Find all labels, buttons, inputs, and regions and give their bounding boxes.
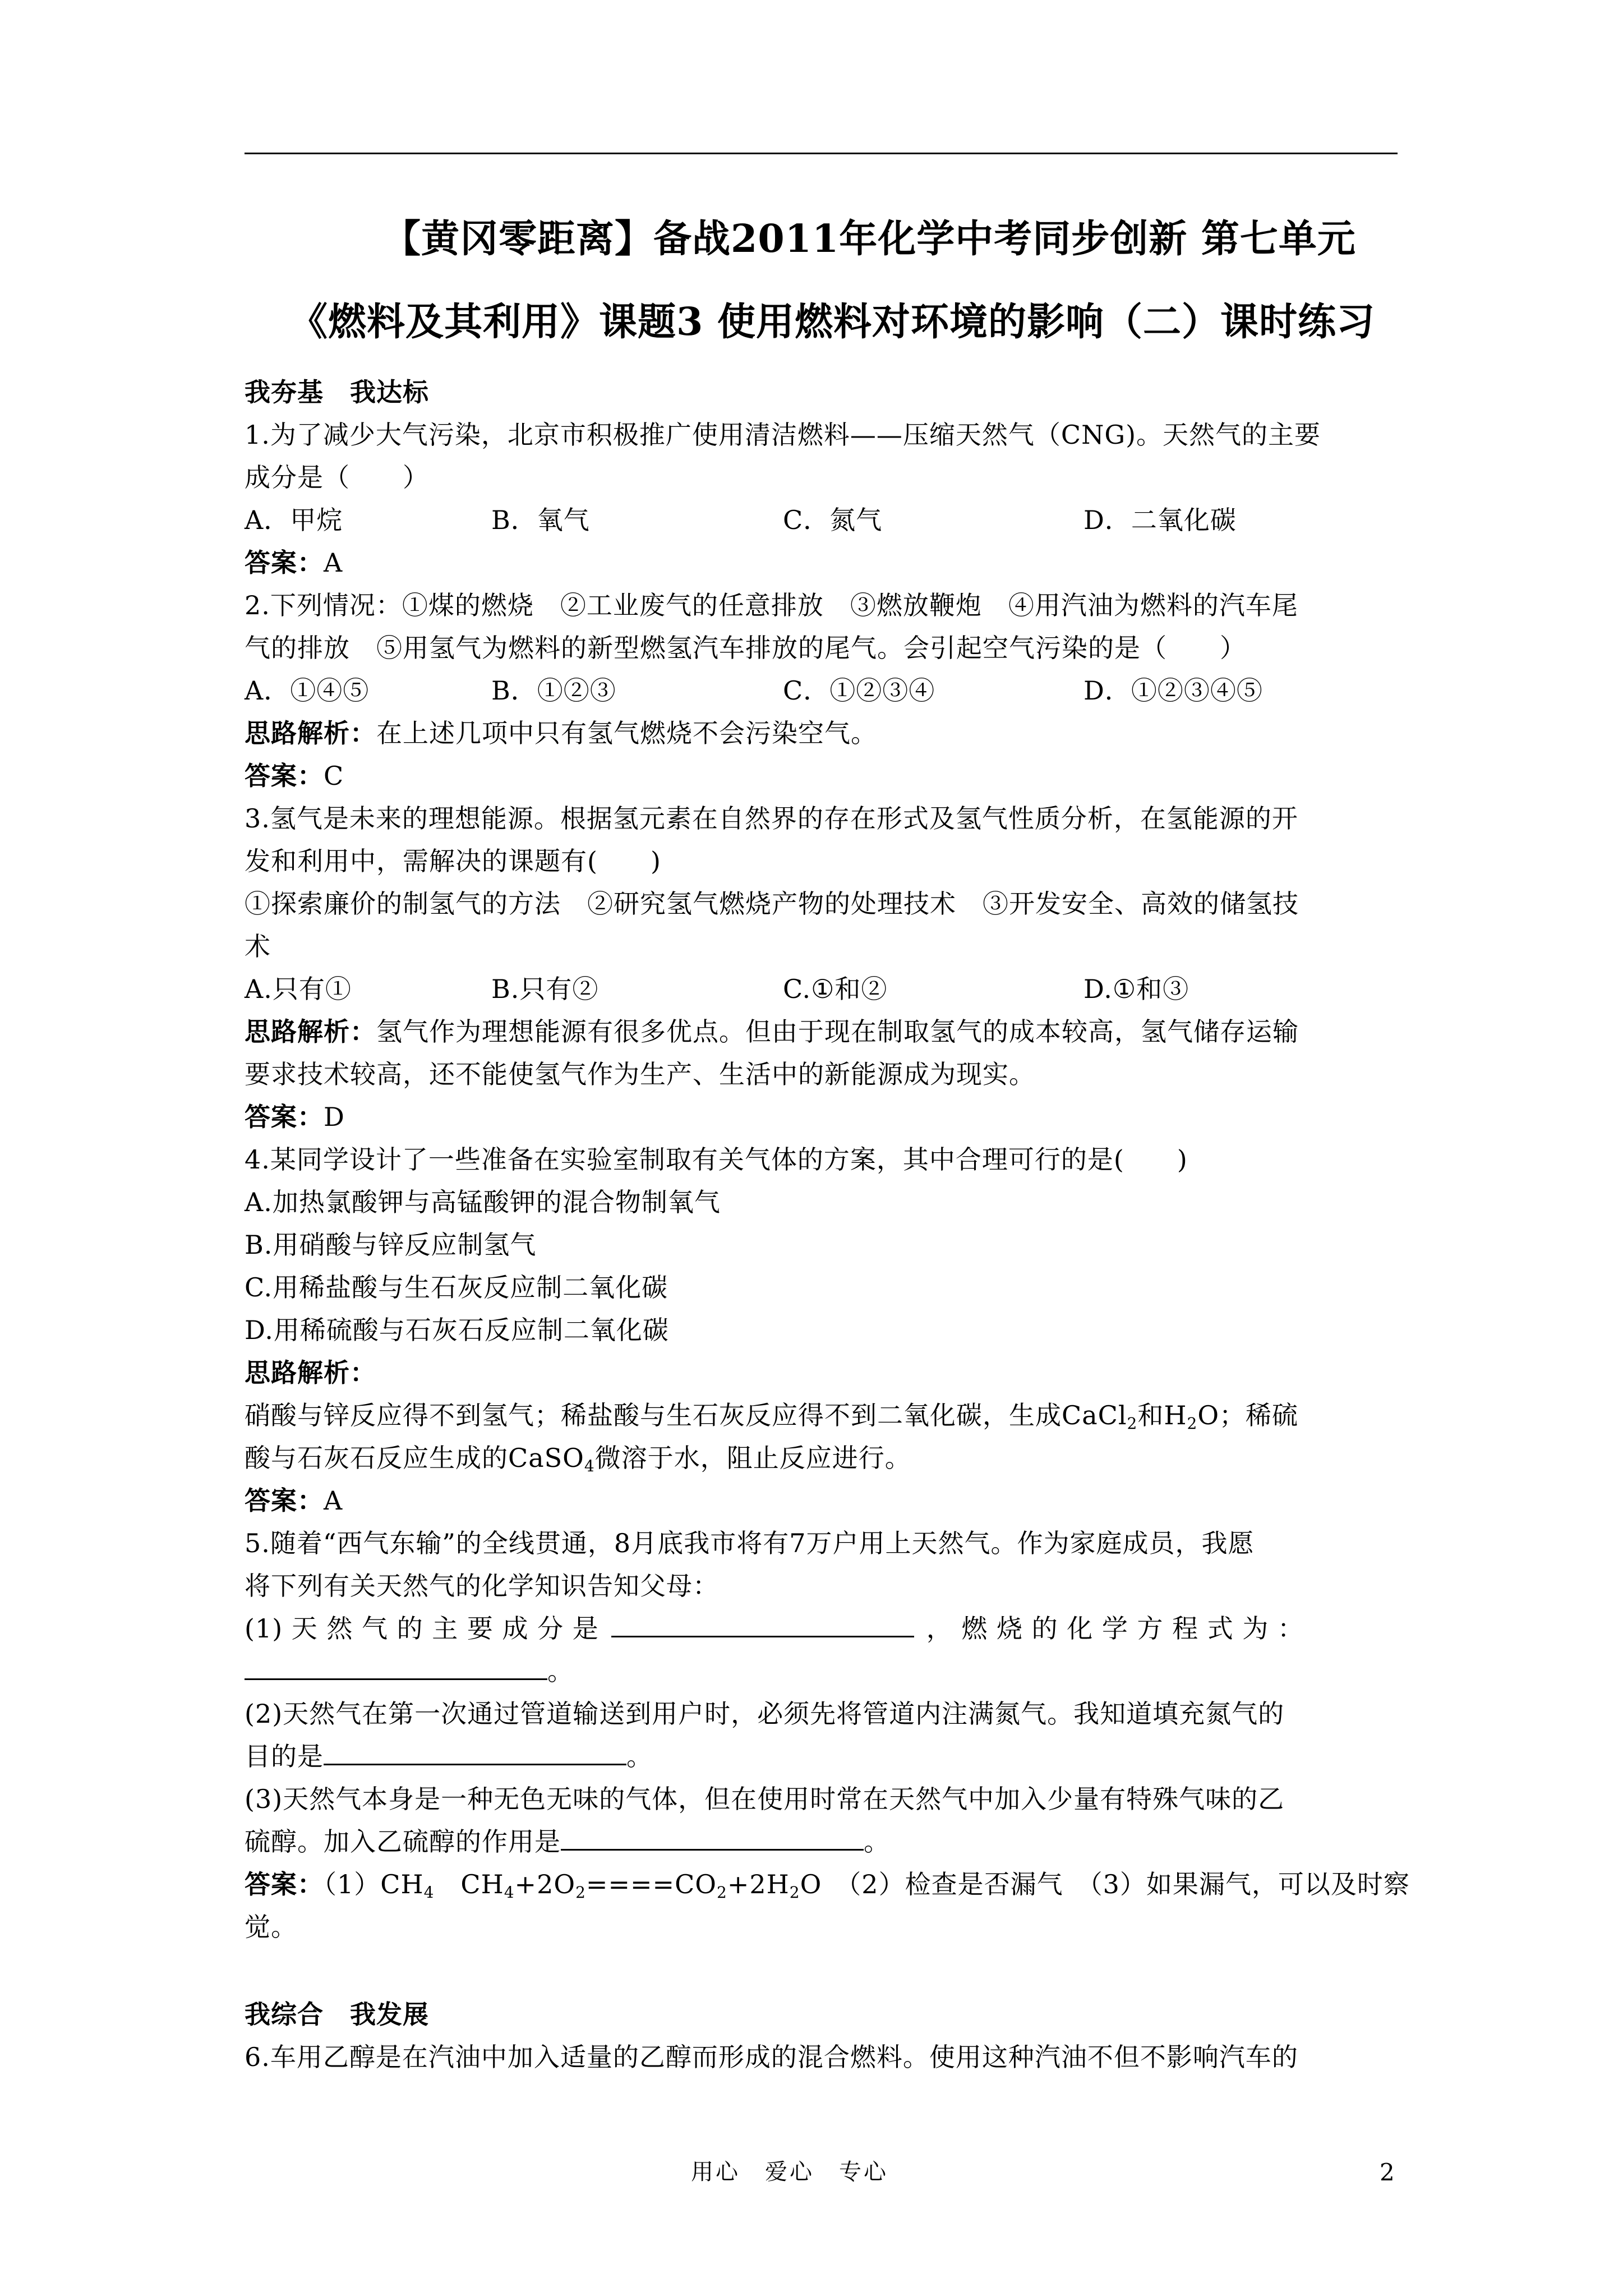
q4-analysis-line1	[245, 1400, 1299, 1433]
q3-answer	[245, 1104, 345, 1130]
answer-label: 答案：	[245, 1102, 324, 1132]
analysis-text: 酸与石灰石反应生成的	[245, 1443, 508, 1473]
q3-option-a: A.只有①	[245, 974, 352, 1004]
q1-stem-line1: 1.为了减少大气污染，北京市积极推广使用清洁燃料——压缩天然气（CNG)。天然气的主要	[245, 420, 1321, 450]
formula-subscript: 2	[789, 1883, 800, 1902]
header-rule	[245, 153, 1398, 154]
q5-answer-line2: 觉。	[245, 1912, 297, 1942]
q1-option-a: A．甲烷	[245, 505, 343, 535]
analysis-label: 思路解析：	[245, 1016, 376, 1047]
answer-value: A	[324, 547, 343, 578]
question-text: ， 燃 烧 的 化 学 方 程 式 为 ：	[926, 1613, 1304, 1644]
analysis-text: 硝酸与锌反应得不到氢气；稀盐酸与生石灰反应得不到二氧化碳，生成	[245, 1400, 1062, 1430]
q1-option-b: B．氧气	[491, 505, 590, 535]
answer-text: CH	[434, 1869, 504, 1899]
footer-motto: 用心 爱心 专心	[691, 2159, 888, 2185]
formula-text: CaSO	[508, 1443, 584, 1473]
analysis-text: 在上述几项中只有氢气燃烧不会污染空气。	[376, 718, 877, 748]
section-heading-advanced: 我综合 我发展	[245, 1999, 429, 2030]
answer-text: +2H	[727, 1869, 790, 1899]
answer-label: 答案：	[245, 1485, 324, 1516]
answer-value: D	[324, 1102, 345, 1132]
formula-subscript: 2	[575, 1883, 586, 1902]
q5-part1-line1	[245, 1613, 1304, 1644]
q3-option-c: C.①和②	[783, 974, 888, 1004]
formula-subscript: 4	[423, 1883, 435, 1902]
fill-blank[interactable]	[245, 1674, 547, 1680]
q4-answer	[245, 1485, 343, 1516]
q4-option-a: A.加热氯酸钾与高锰酸钾的混合物制氧气	[245, 1187, 721, 1217]
answer-label: 答案：	[245, 1869, 324, 1899]
formula-subscript: 2	[717, 1883, 727, 1902]
formula-subscript: 2	[1187, 1414, 1198, 1433]
question-text: 硫醇。加入乙硫醇的作用是	[245, 1826, 561, 1857]
q5-stem-line1: 5.随着“西气东输”的全线贯通，8月底我市将有7万户用上天然气。作为家庭成员，我愿	[245, 1528, 1255, 1558]
q5-part3-line2	[245, 1826, 890, 1857]
q3-option-d: D.①和③	[1083, 974, 1189, 1004]
q4-stem: 4.某同学设计了一些准备在实验室制取有关气体的方案，其中合理可行的是( )	[245, 1144, 1188, 1175]
q4-option-b: B.用硝酸与锌反应制氢气	[245, 1230, 537, 1260]
q4-analysis-line2	[245, 1443, 911, 1475]
q5-part3-line1: (3)天然气本身是一种无色无味的气体，但在使用时常在天然气中加入少量有特殊气味的乙	[245, 1784, 1285, 1814]
formula-subscript: 2	[1127, 1414, 1138, 1433]
analysis-text: 和	[1137, 1400, 1164, 1430]
q2-option-c: C．①②③④	[783, 675, 935, 706]
formula-text: CaCl	[1062, 1400, 1127, 1430]
q5-part2-line1: (2)天然气在第一次通过管道输送到用户时，必须先将管道内注满氮气。我知道填充氮气的	[245, 1699, 1285, 1729]
q4-option-d: D.用稀硫酸与石灰石反应制二氧化碳	[245, 1315, 669, 1345]
page-title-line1: 【黄冈零距离】备战2011年化学中考同步创新 第七单元	[382, 217, 1356, 261]
fill-blank[interactable]	[561, 1844, 864, 1851]
q5-part2-line2	[245, 1741, 653, 1772]
formula-text: H	[1164, 1400, 1187, 1430]
question-text: 。	[864, 1826, 890, 1857]
section-heading-basic: 我夯基 我达标	[245, 377, 429, 407]
page-title-line2: 《燃料及其利用》课题3 使用燃料对环境的影响（二）课时练习	[289, 300, 1375, 344]
answer-text: ====CO	[585, 1869, 717, 1899]
q3-analysis-line1	[245, 1016, 1299, 1047]
q1-option-d: D．二氧化碳	[1083, 505, 1237, 535]
analysis-text: 微溶于水，阻止反应进行。	[594, 1443, 911, 1473]
q2-option-d: D．①②③④⑤	[1083, 675, 1263, 706]
q1-answer	[245, 547, 343, 578]
q2-answer	[245, 763, 344, 789]
analysis-label: 思路解析：	[245, 718, 376, 748]
answer-value: A	[324, 1485, 343, 1516]
answer-text: （1）CH	[324, 1869, 424, 1899]
page-number: 2	[1380, 2159, 1395, 2186]
question-text: 。	[547, 1656, 574, 1686]
analysis-text: 氢气作为理想能源有很多优点。但由于现在制取氢气的成本较高，氢气储存运输	[376, 1016, 1299, 1047]
answer-label: 答案：	[245, 761, 324, 791]
answer-value: C	[324, 761, 344, 791]
q5-answer-line1	[245, 1869, 1410, 1902]
q3-items-line2: 术	[245, 931, 271, 961]
answer-text: O （2）检查是否漏气 （3）如果漏气，可以及时察	[800, 1869, 1410, 1899]
formula-subscript: 4	[504, 1883, 515, 1902]
analysis-text: O；稀硫	[1197, 1400, 1299, 1430]
q2-analysis	[245, 720, 877, 746]
q1-option-c: C．氮气	[783, 505, 883, 535]
fill-blank[interactable]	[324, 1759, 626, 1765]
answer-label: 答案：	[245, 547, 324, 578]
q4-option-c: C.用稀盐酸与生石灰反应制二氧化碳	[245, 1272, 668, 1303]
q2-option-a: A．①④⑤	[245, 675, 370, 706]
q1-stem-line2: 成分是（ ）	[245, 462, 429, 493]
q2-stem-line2: 气的排放 ⑤用氢气为燃料的新型燃氢汽车排放的尾气。会引起空气污染的是（ ）	[245, 633, 1246, 663]
formula-subscript: 4	[584, 1457, 595, 1475]
q3-stem-line2: 发和利用中，需解决的课题有( )	[245, 846, 661, 876]
q4-analysis-label: 思路解析：	[245, 1358, 376, 1388]
q5-stem-line2: 将下列有关天然气的化学知识告知父母：	[245, 1571, 719, 1601]
fill-blank[interactable]	[611, 1631, 914, 1637]
q5-part1-line2	[245, 1658, 574, 1684]
q6-stem-line1: 6.车用乙醇是在汽油中加入适量的乙醇而形成的混合燃料。使用这种汽油不但不影响汽车的	[245, 2042, 1298, 2072]
q3-items-line1: ①探索廉价的制氢气的方法 ②研究氢气燃烧产物的处理技术 ③开发安全、高效的储氢技	[245, 889, 1299, 919]
question-text: 目的是	[245, 1741, 324, 1772]
answer-text: +2O	[514, 1869, 576, 1899]
question-text: 。	[626, 1741, 653, 1772]
q3-stem-line1: 3.氢气是未来的理想能源。根据氢元素在自然界的存在形式及氢气性质分析，在氢能源的开	[245, 803, 1298, 834]
q3-analysis-line2: 要求技术较高，还不能使氢气作为生产、生活中的新能源成为现实。	[245, 1059, 1035, 1089]
q2-option-b: B．①②③	[491, 675, 616, 706]
question-text: (1) 天 然 气 的 主 要 成 分 是	[245, 1613, 599, 1644]
q2-stem-line1: 2.下列情况：①煤的燃烧 ②工业废气的任意排放 ③燃放鞭炮 ④用汽油为燃料的汽车尾	[245, 590, 1298, 620]
q3-option-b: B.只有②	[491, 974, 599, 1004]
